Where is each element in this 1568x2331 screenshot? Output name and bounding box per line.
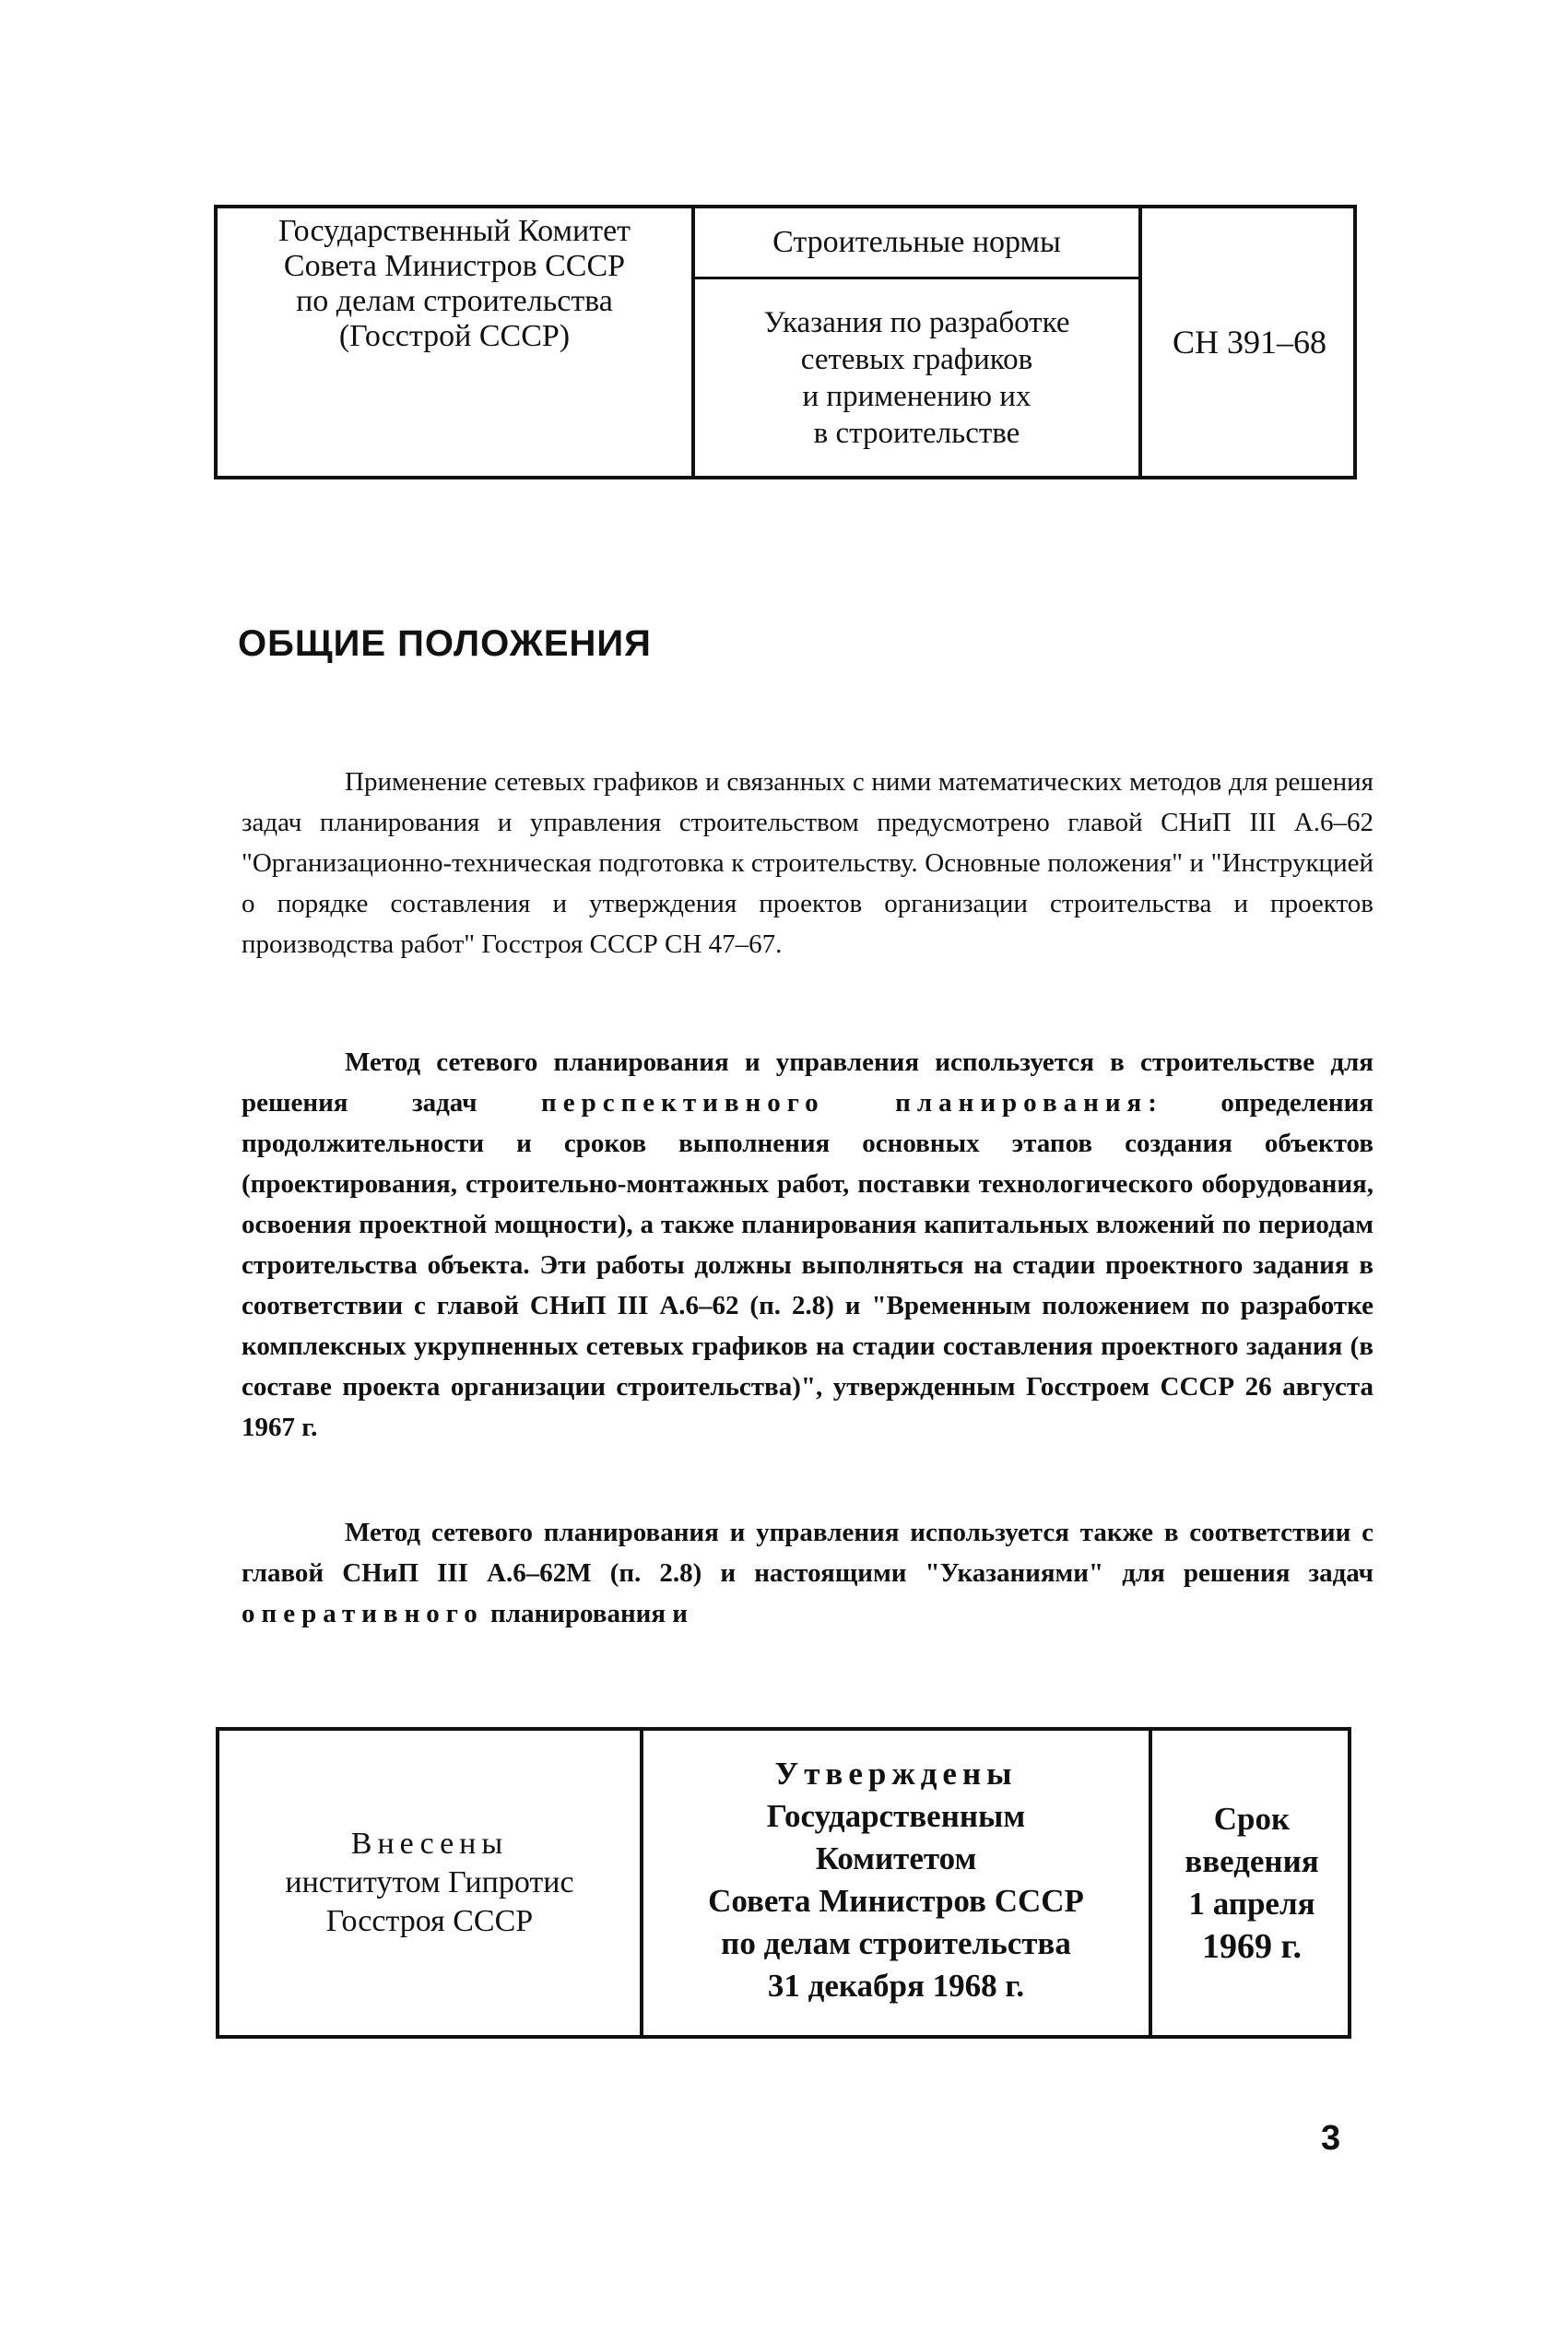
paragraph [242,1042,1373,1448]
introduced-by-line: институтом Гипротис [285,1865,574,1899]
norms-cell [695,208,1142,476]
approved-by-line: по делам строительства [721,1925,1071,1961]
approved-date: 31 декабря 1968 г. [767,1968,1025,2004]
issuer-cell [218,208,695,476]
title-line: и применению их [802,380,1032,413]
title-line: в строительстве [813,417,1020,450]
category-label: Строительные нормы [772,225,1061,259]
header-table [214,205,1357,479]
document-code: СН 391–68 [1172,324,1326,361]
title-line: сетевых графиков [800,343,1033,376]
effective-line: Срок [1213,1801,1291,1837]
emphasized-text: оперативного [242,1599,484,1628]
code-cell [1142,208,1357,476]
document-title [695,277,1138,479]
paragraph: Применение сетевых графиков и связанных с ними математических методов для решения задач планирования и управления строительством предусмотрено главой СНиП III А.6–62 "Организационно-техническая подготовка к строительству. Основные положения" и "Инструкцией о порядке составления и утверждения проектов организации строительства и проектов производства работ" Госстроя СССР СН 47–67. [242,767,1373,959]
introduced-by-line: Госстроя СССР [325,1904,534,1938]
effective-cell [1152,1731,1351,2035]
effective-line: 1 апреля [1188,1886,1315,1922]
effective-line: введения [1185,1843,1319,1879]
paragraph-text: Метод сетевого планирования и управления используется в строительстве для решения задач [242,1047,1373,1118]
issuer-line: по делам строительства [296,284,613,318]
approved-cell [643,1731,1152,2035]
approved-by-line: Совета Министров СССР [708,1883,1084,1919]
paragraph-text: планирования и [483,1599,689,1628]
effective-line: 1969 г. [1202,1927,1302,1966]
footer-table [216,1727,1351,2039]
paragraph [242,1512,1373,1634]
approved-label: Утверждены [774,1756,1018,1792]
norms-category [695,208,1138,279]
approved-by-line: Комитетом [815,1840,977,1876]
section-heading: ОБЩИЕ ПОЛОЖЕНИЯ [238,623,652,664]
issuer-line: Совета Министров СССР [283,249,626,283]
introduced-cell [219,1731,643,2035]
approved-by-line: Государственным [766,1798,1026,1834]
issuer-line: Государственный Комитет [277,214,631,248]
paragraph-text: : определения продолжительности и сроков выполнения основных этапов создания объектов (проектирования, строительно-монтажных работ, поставки технологического оборудования, освоения проектной мощности), а также планирования капитальных вложений по периодам строительства объекта. Эти работы должны выполняться на стадии проектного задания в соответствии с главой СНиП III А.6–62 (п. 2.8) и "Временным положением по разработке комплексных укрупненных сетевых графиков на стадии составления проектного задания (в составе проекта организации строительства)", утвержденным Госстроем СССР 26 августа 1967 г. [242,1088,1373,1442]
emphasized-text: перспективного планирования [541,1088,1149,1118]
introduced-label: Внесены [350,1827,509,1861]
paragraph-text: Метод сетевого планирования и управления используется также в соответствии с главой СНиП III А.6–62М (п. 2.8) и настоящими "Указаниями" для решения задач [242,1518,1373,1588]
title-line: Указания по разработке [763,306,1070,339]
issuer-line: (Госстрой СССР) [338,319,571,353]
page-number: 3 [1321,2119,1341,2158]
